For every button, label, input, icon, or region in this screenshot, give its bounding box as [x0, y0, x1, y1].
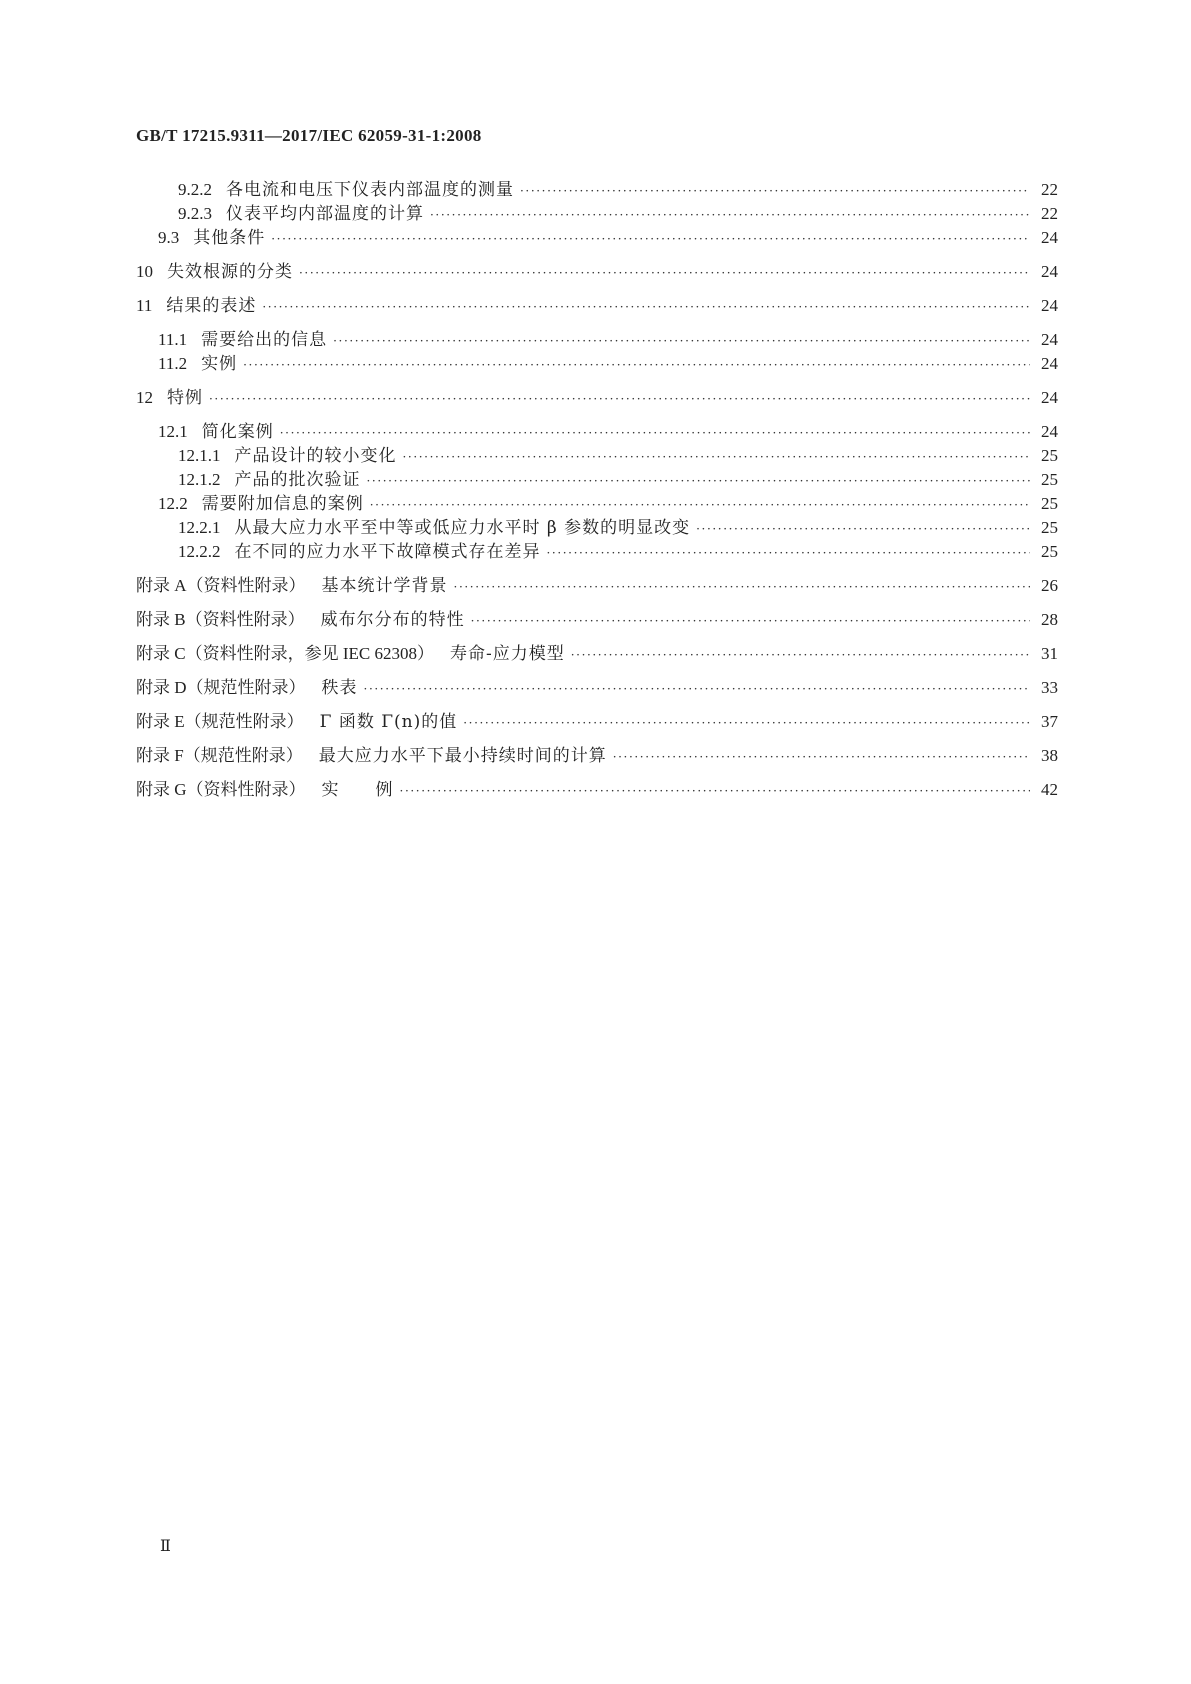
toc-entry-page: 25 [1041, 446, 1058, 465]
toc-entry[interactable] [136, 574, 1058, 598]
toc-entry-number: 12.2.1 [178, 518, 221, 537]
toc-entry-title: 最大应力水平下最小持续时间的计算 [318, 746, 607, 766]
toc-entry-number: 附录 A（资料性附录） [136, 576, 306, 595]
toc-entry-number: 12.1 [158, 422, 188, 441]
toc-entry-page: 25 [1041, 542, 1058, 561]
toc-entry-page: 38 [1041, 746, 1058, 765]
toc-entry[interactable] [136, 676, 1058, 700]
toc-entry-page: 24 [1041, 262, 1058, 281]
toc-entry-title: 基本统计学背景 [321, 576, 448, 596]
dot-leader [613, 745, 1030, 769]
toc-entry-page: 25 [1041, 470, 1058, 489]
toc-entry-title: 产品的批次验证 [234, 470, 361, 490]
dot-leader [367, 469, 1031, 493]
dot-leader [696, 517, 1030, 541]
toc-entry-title: 各电流和电压下仪表内部温度的测量 [226, 180, 514, 200]
toc-entry-page: 22 [1041, 180, 1058, 199]
dot-leader [400, 779, 1030, 803]
toc-entry-title: 特例 [167, 388, 203, 408]
toc-entry-page: 25 [1041, 518, 1058, 537]
dot-leader [463, 711, 1030, 735]
dot-leader [403, 445, 1031, 469]
toc-entry-number: 10 [136, 262, 153, 281]
toc-entry-title: 产品设计的较小变化 [234, 446, 397, 466]
standard-header: GB/T 17215.9311—2017/IEC 62059-31-1:2008 [136, 126, 482, 145]
dot-leader [280, 421, 1030, 445]
dot-leader [547, 541, 1031, 565]
dot-leader [364, 677, 1030, 701]
toc-entry-page: 37 [1041, 712, 1058, 731]
dot-leader [454, 575, 1030, 599]
toc-entry-page: 42 [1041, 780, 1058, 799]
toc-entry-number: 12.1.1 [178, 446, 221, 465]
toc-entry[interactable] [136, 328, 1058, 352]
toc-entry[interactable] [136, 226, 1058, 250]
dot-leader [243, 353, 1030, 377]
toc-entry-number: 9.2.3 [178, 204, 212, 223]
toc-entry-number: 12 [136, 388, 153, 407]
toc-entry-number: 附录 G（资料性附录） [136, 780, 306, 799]
toc-entry[interactable] [136, 744, 1058, 768]
toc-entry[interactable] [136, 468, 1058, 492]
toc-entry[interactable] [136, 420, 1058, 444]
toc-entry[interactable] [136, 178, 1058, 202]
toc-entry-title: 寿命-应力模型 [449, 644, 565, 664]
toc-entry-page: 33 [1041, 678, 1058, 697]
toc-entry[interactable] [136, 778, 1058, 802]
toc-entry[interactable] [136, 202, 1058, 226]
page-number: Ⅱ [160, 1538, 171, 1555]
toc-entry-number: 11.2 [158, 354, 188, 373]
dot-leader [520, 179, 1030, 203]
toc-entry-title: 仪表平均内部温度的计算 [226, 204, 424, 224]
toc-entry-title: Γ 函数 Γ(n)的值 [319, 712, 458, 732]
dot-leader [333, 329, 1030, 353]
dot-leader [370, 493, 1030, 517]
toc-entry-number: 12.2 [158, 494, 188, 513]
toc-entry-page: 24 [1041, 296, 1058, 315]
toc-entry-page: 24 [1041, 228, 1058, 247]
toc-entry-page: 28 [1041, 610, 1058, 629]
toc-entry-page: 26 [1041, 576, 1058, 595]
toc-entry-number: 12.2.2 [178, 542, 221, 561]
toc-entry[interactable] [136, 386, 1058, 410]
toc-entry-number: 9.3 [158, 228, 180, 247]
toc-entry-number: 附录 B（资料性附录） [136, 610, 305, 629]
toc-entry-title: 简化案例 [201, 422, 274, 442]
toc-entry[interactable] [136, 540, 1058, 564]
toc-entry-title: 失效根源的分类 [167, 262, 293, 282]
toc-entry-title: 威布尔分布的特性 [320, 610, 465, 630]
toc-entry-title: 其他条件 [193, 228, 266, 248]
toc-entry-title: 从最大应力水平至中等或低应力水平时 β 参数的明显改变 [234, 518, 691, 538]
toc-entry-title: 结果的表述 [166, 296, 257, 316]
toc-entry-number: 11.1 [158, 330, 188, 349]
toc-entry-page: 22 [1041, 204, 1058, 223]
toc-entry-number: 12.1.2 [178, 470, 221, 489]
toc-entry-title: 在不同的应力水平下故障模式存在差异 [234, 542, 541, 562]
toc-entry-title: 实 例 [321, 780, 394, 800]
toc-entry-number: 9.2.2 [178, 180, 212, 199]
toc-entry-number: 附录 D（规范性附录） [136, 678, 306, 697]
dot-leader [262, 295, 1030, 319]
toc-entry[interactable] [136, 352, 1058, 376]
dot-leader [471, 609, 1030, 633]
toc-entry-number: 附录 F（规范性附录） [136, 746, 303, 765]
toc-entry-title: 秩表 [321, 678, 358, 698]
toc-entry-page: 25 [1041, 494, 1058, 513]
dot-leader [430, 203, 1030, 227]
dot-leader [299, 261, 1030, 285]
dot-leader [571, 643, 1030, 667]
toc-entry-page: 24 [1041, 354, 1058, 373]
toc-entry-title: 实例 [201, 354, 238, 374]
toc-entry-page: 31 [1041, 644, 1058, 663]
dot-leader [209, 387, 1030, 411]
toc-entry[interactable] [136, 260, 1058, 284]
toc-entry-number: 附录 E（规范性附录） [136, 712, 304, 731]
toc-entry[interactable] [136, 444, 1058, 468]
toc-entry[interactable] [136, 516, 1058, 540]
toc-entry[interactable] [136, 608, 1058, 632]
toc-entry[interactable] [136, 710, 1058, 734]
toc-entry-title: 需要附加信息的案例 [201, 494, 364, 514]
dot-leader [271, 227, 1030, 251]
toc-entry-page: 24 [1041, 388, 1058, 407]
toc-entry-page: 24 [1041, 330, 1058, 349]
toc-entry-page: 24 [1041, 422, 1058, 441]
toc-entry[interactable] [136, 642, 1058, 666]
toc-entry[interactable] [136, 294, 1058, 318]
toc-entry-number: 11 [136, 296, 153, 315]
toc-entry-title: 需要给出的信息 [201, 330, 328, 350]
table-of-contents [136, 178, 1058, 802]
toc-entry-number: 附录 C（资料性附录，参见 IEC 62308） [136, 644, 434, 663]
toc-entry[interactable] [136, 492, 1058, 516]
